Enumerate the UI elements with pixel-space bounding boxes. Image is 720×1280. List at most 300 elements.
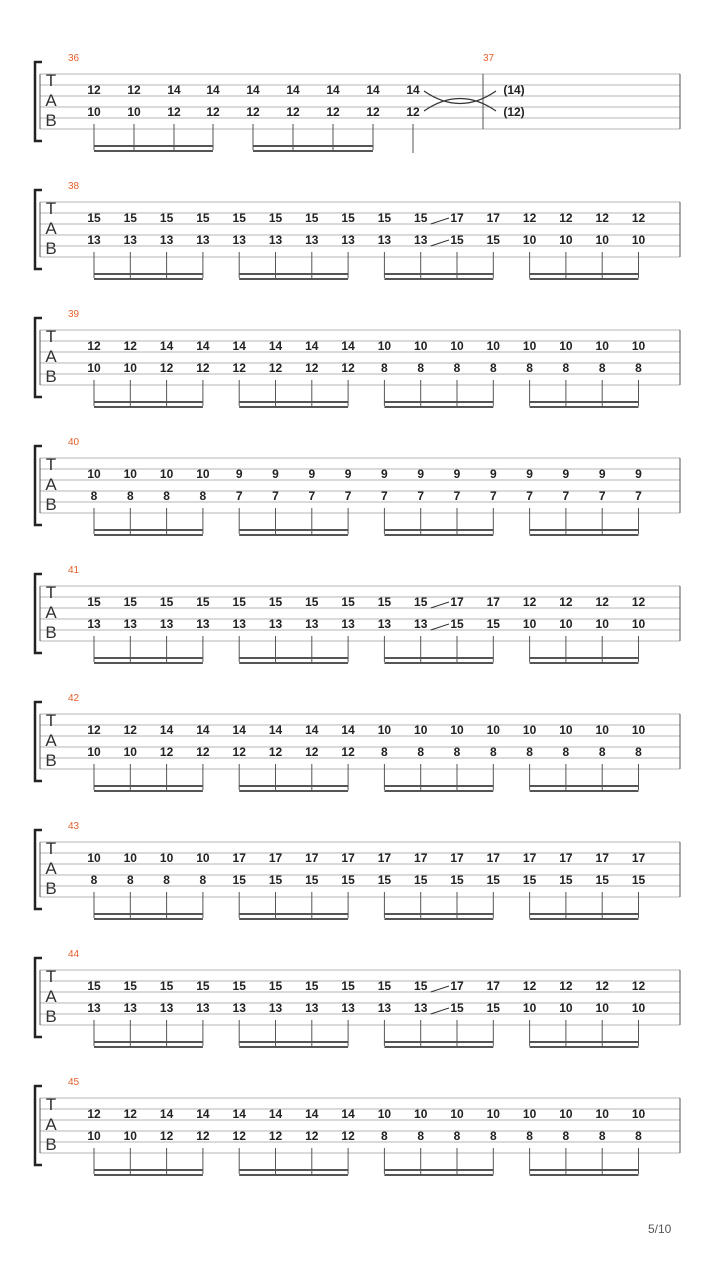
fret-number: 12 bbox=[196, 1129, 210, 1143]
fret-number: 17 bbox=[631, 851, 646, 865]
measure-number: 44 bbox=[68, 949, 80, 960]
fret-number: 15 bbox=[341, 873, 355, 887]
fret-number: 12 bbox=[232, 1129, 246, 1143]
fret-number: 14 bbox=[326, 83, 340, 97]
fret-number: 12 bbox=[196, 745, 210, 759]
fret-number: 15 bbox=[196, 595, 210, 609]
fret-number: 13 bbox=[123, 233, 137, 247]
fret-number: 12 bbox=[196, 361, 210, 375]
fret-number: 17 bbox=[232, 851, 246, 865]
fret-number: 12 bbox=[159, 1129, 174, 1143]
tab-clef-letter: A bbox=[45, 475, 57, 494]
fret-number: 8 bbox=[562, 745, 570, 759]
fret-number: 7 bbox=[453, 489, 461, 503]
fret-number: 8 bbox=[635, 1129, 642, 1143]
fret-number: 10 bbox=[414, 723, 428, 737]
fret-number: 13 bbox=[377, 233, 392, 247]
fret-number: 10 bbox=[559, 233, 573, 247]
tab-system bbox=[35, 1077, 680, 1175]
tab-system bbox=[35, 309, 680, 407]
fret-number: 15 bbox=[559, 873, 573, 887]
fret-number: 12 bbox=[522, 595, 537, 609]
fret-number: 17 bbox=[341, 851, 355, 865]
fret-number: 15 bbox=[87, 979, 101, 993]
tab-clef-letter: A bbox=[45, 91, 57, 110]
fret-number: 14 bbox=[268, 339, 283, 353]
tab-clef-letter: A bbox=[45, 987, 57, 1006]
fret-number: 14 bbox=[159, 1107, 174, 1121]
fret-number: 15 bbox=[486, 873, 500, 887]
fret-number: 13 bbox=[414, 1001, 428, 1015]
fret-number: 7 bbox=[344, 489, 352, 503]
fret-number: 15 bbox=[305, 211, 319, 225]
fret-number: 15 bbox=[268, 979, 283, 993]
fret-number: 10 bbox=[631, 617, 646, 631]
fret-number: 10 bbox=[377, 1107, 392, 1121]
fret-number: 12 bbox=[268, 745, 283, 759]
fret-number: 15 bbox=[305, 979, 319, 993]
fret-number: 15 bbox=[159, 211, 174, 225]
tab-clef-letter: T bbox=[45, 327, 57, 346]
fret-number: 15 bbox=[87, 595, 101, 609]
fret-number: 10 bbox=[123, 1129, 137, 1143]
fret-number: 17 bbox=[450, 851, 464, 865]
fret-number: 14 bbox=[305, 1107, 319, 1121]
fret-number: 10 bbox=[559, 1107, 573, 1121]
fret-number: 15 bbox=[486, 1001, 500, 1015]
fret-number: 10 bbox=[123, 467, 137, 481]
fret-number: 10 bbox=[377, 339, 392, 353]
tab-clef-letter: B bbox=[45, 367, 57, 386]
fret-number: 12 bbox=[631, 979, 646, 993]
fret-number: 12 bbox=[595, 979, 609, 993]
slide-line bbox=[431, 602, 449, 608]
fret-number: 7 bbox=[526, 489, 533, 503]
measure-number: 40 bbox=[68, 437, 80, 448]
fret-number: 14 bbox=[246, 83, 260, 97]
fret-number: 13 bbox=[377, 1001, 392, 1015]
fret-number: 15 bbox=[414, 979, 428, 993]
fret-number: 12 bbox=[559, 595, 573, 609]
tab-clef-letter: T bbox=[45, 711, 57, 730]
fret-number: 10 bbox=[159, 851, 174, 865]
fret-number: 15 bbox=[486, 233, 500, 247]
fret-number: 14 bbox=[286, 83, 300, 97]
fret-number: 12 bbox=[206, 105, 220, 119]
fret-number: 12 bbox=[87, 339, 101, 353]
fret-number: 15 bbox=[414, 873, 428, 887]
fret-number: 10 bbox=[522, 617, 537, 631]
fret-number: 13 bbox=[232, 1001, 246, 1015]
fret-number: 15 bbox=[450, 873, 464, 887]
fret-number: 12 bbox=[167, 105, 181, 119]
fret-number: 12 bbox=[123, 339, 137, 353]
fret-number: 10 bbox=[127, 105, 141, 119]
fret-number: 8 bbox=[562, 361, 570, 375]
fret-number: 14 bbox=[341, 723, 355, 737]
fret-number: 14 bbox=[305, 723, 319, 737]
tab-system bbox=[35, 949, 680, 1047]
fret-number: 13 bbox=[305, 1001, 319, 1015]
fret-number: 13 bbox=[341, 233, 355, 247]
fret-number: 12 bbox=[232, 361, 246, 375]
fret-number: 14 bbox=[366, 83, 380, 97]
fret-number: 10 bbox=[87, 361, 101, 375]
fret-number: 8 bbox=[635, 361, 642, 375]
fret-number: 15 bbox=[268, 211, 283, 225]
fret-number: 15 bbox=[631, 873, 646, 887]
fret-number: 7 bbox=[381, 489, 388, 503]
fret-number: 14 bbox=[159, 339, 174, 353]
fret-number: 13 bbox=[87, 617, 101, 631]
fret-number: 13 bbox=[377, 617, 392, 631]
fret-number: 15 bbox=[341, 979, 355, 993]
tab-clef-letter: B bbox=[45, 239, 57, 258]
fret-number: 15 bbox=[123, 979, 137, 993]
fret-number: 12 bbox=[268, 1129, 283, 1143]
fret-number: 10 bbox=[522, 1107, 537, 1121]
fret-number: 15 bbox=[595, 873, 609, 887]
fret-number: 9 bbox=[308, 467, 316, 481]
fret-number: 13 bbox=[123, 617, 137, 631]
fret-number: 15 bbox=[268, 873, 283, 887]
fret-number: 8 bbox=[526, 745, 533, 759]
fret-number: 14 bbox=[159, 723, 174, 737]
fret-number: 14 bbox=[232, 723, 246, 737]
fret-number: 14 bbox=[406, 83, 420, 97]
fret-number: 13 bbox=[305, 233, 319, 247]
tab-clef-letter: A bbox=[45, 1115, 57, 1134]
page-number: 5/10 bbox=[648, 1222, 672, 1236]
tab-system bbox=[35, 437, 680, 535]
fret-number: 17 bbox=[486, 979, 500, 993]
fret-number: 15 bbox=[305, 595, 319, 609]
fret-number: 8 bbox=[417, 1129, 425, 1143]
fret-number: 17 bbox=[486, 211, 500, 225]
fret-number: 13 bbox=[268, 617, 283, 631]
measure-number: 42 bbox=[68, 693, 80, 704]
fret-number: 12 bbox=[286, 105, 300, 119]
fret-number: 13 bbox=[159, 233, 174, 247]
fret-number: 17 bbox=[414, 851, 428, 865]
fret-number: 10 bbox=[559, 1001, 573, 1015]
fret-number: 8 bbox=[90, 489, 98, 503]
tab-clef-letter: A bbox=[45, 603, 57, 622]
fret-number: 12 bbox=[595, 211, 609, 225]
fret-number: 8 bbox=[489, 1129, 497, 1143]
measure-number: 37 bbox=[483, 53, 495, 64]
fret-number: 8 bbox=[381, 1129, 388, 1143]
fret-number: 15 bbox=[123, 595, 137, 609]
fret-number: 10 bbox=[87, 467, 101, 481]
fret-number: 10 bbox=[486, 1107, 500, 1121]
fret-number: 9 bbox=[381, 467, 388, 481]
fret-number: 15 bbox=[341, 595, 355, 609]
fret-number: 12 bbox=[341, 361, 355, 375]
tab-clef-letter: T bbox=[45, 839, 57, 858]
fret-number: 10 bbox=[123, 851, 137, 865]
fret-number: 17 bbox=[450, 595, 464, 609]
fret-number: 15 bbox=[377, 873, 392, 887]
fret-number: 10 bbox=[631, 1107, 646, 1121]
fret-number: 8 bbox=[163, 489, 170, 503]
tab-clef-letter: B bbox=[45, 111, 57, 130]
fret-number: 13 bbox=[232, 233, 246, 247]
measure-number: 45 bbox=[68, 1077, 80, 1088]
tab-clef-letter: T bbox=[45, 199, 57, 218]
fret-number: 15 bbox=[486, 617, 500, 631]
fret-number: 7 bbox=[489, 489, 497, 503]
fret-number: 7 bbox=[417, 489, 425, 503]
fret-number: 9 bbox=[272, 467, 279, 481]
fret-number: 9 bbox=[635, 467, 642, 481]
tab-clef-letter: T bbox=[45, 455, 57, 474]
fret-number: 7 bbox=[562, 489, 570, 503]
fret-number: 15 bbox=[232, 211, 246, 225]
fret-number: 13 bbox=[159, 1001, 174, 1015]
fret-number: 7 bbox=[235, 489, 243, 503]
fret-number: 12 bbox=[123, 1107, 137, 1121]
fret-number: 12 bbox=[406, 105, 420, 119]
tab-clef-letter: B bbox=[45, 1007, 57, 1026]
fret-number: 13 bbox=[196, 1001, 210, 1015]
fret-number: 8 bbox=[453, 1129, 461, 1143]
fret-number: 8 bbox=[126, 489, 134, 503]
fret-number: 12 bbox=[522, 979, 537, 993]
fret-number: 12 bbox=[305, 361, 319, 375]
fret-number: 15 bbox=[522, 873, 537, 887]
fret-number: 10 bbox=[486, 723, 500, 737]
fret-number: 13 bbox=[196, 233, 210, 247]
tab-clef-letter: B bbox=[45, 751, 57, 770]
fret-number: 10 bbox=[450, 339, 464, 353]
fret-number: 8 bbox=[381, 745, 388, 759]
fret-number: 15 bbox=[450, 617, 464, 631]
fret-number: 8 bbox=[526, 361, 533, 375]
fret-number: 7 bbox=[272, 489, 279, 503]
measure-number: 41 bbox=[68, 565, 80, 576]
fret-number: 8 bbox=[598, 745, 606, 759]
fret-number: 8 bbox=[453, 361, 461, 375]
fret-number: 10 bbox=[87, 1129, 101, 1143]
fret-number: (14) bbox=[503, 83, 525, 97]
fret-number: 10 bbox=[450, 1107, 464, 1121]
fret-number: 8 bbox=[199, 489, 207, 503]
fret-number: 12 bbox=[268, 361, 283, 375]
fret-number: 13 bbox=[414, 233, 428, 247]
fret-number: 10 bbox=[196, 851, 210, 865]
tab-clef-letter: B bbox=[45, 623, 57, 642]
fret-number: 17 bbox=[559, 851, 573, 865]
fret-number: 15 bbox=[196, 211, 210, 225]
tab-clef-letter: B bbox=[45, 879, 57, 898]
fret-number: 9 bbox=[526, 467, 533, 481]
fret-number: 14 bbox=[196, 1107, 210, 1121]
tab-clef-letter: B bbox=[45, 1135, 57, 1154]
fret-number: 13 bbox=[87, 1001, 101, 1015]
fret-number: 15 bbox=[377, 211, 392, 225]
fret-number: 12 bbox=[232, 745, 246, 759]
fret-number: 10 bbox=[595, 617, 609, 631]
fret-number: 14 bbox=[305, 339, 319, 353]
fret-number: 8 bbox=[598, 361, 606, 375]
fret-number: 8 bbox=[489, 745, 497, 759]
fret-number: 15 bbox=[450, 1001, 464, 1015]
tab-clef-letter: T bbox=[45, 583, 57, 602]
fret-number: 8 bbox=[562, 1129, 570, 1143]
tab-system bbox=[35, 181, 680, 279]
fret-number: 15 bbox=[450, 233, 464, 247]
fret-number: 13 bbox=[268, 1001, 283, 1015]
fret-number: 12 bbox=[127, 83, 141, 97]
fret-number: 14 bbox=[268, 1107, 283, 1121]
fret-number: 10 bbox=[559, 617, 573, 631]
fret-number: 10 bbox=[595, 233, 609, 247]
fret-number: 14 bbox=[341, 339, 355, 353]
fret-number: 13 bbox=[159, 617, 174, 631]
fret-number: 14 bbox=[268, 723, 283, 737]
measure-number: 39 bbox=[68, 309, 80, 320]
fret-number: 15 bbox=[232, 979, 246, 993]
fret-number: 15 bbox=[159, 595, 174, 609]
fret-number: 12 bbox=[159, 361, 174, 375]
fret-number: 7 bbox=[598, 489, 606, 503]
fret-number: 14 bbox=[232, 339, 246, 353]
tab-system bbox=[35, 821, 680, 919]
fret-number: 10 bbox=[631, 233, 646, 247]
fret-number: 15 bbox=[305, 873, 319, 887]
tab-clef-letter: T bbox=[45, 967, 57, 986]
fret-number: 9 bbox=[235, 467, 243, 481]
fret-number: 10 bbox=[631, 339, 646, 353]
fret-number: 13 bbox=[341, 1001, 355, 1015]
fret-number: 10 bbox=[123, 745, 137, 759]
fret-number: 10 bbox=[414, 1107, 428, 1121]
fret-number: 8 bbox=[417, 745, 425, 759]
fret-number: 13 bbox=[87, 233, 101, 247]
fret-number: 10 bbox=[87, 851, 101, 865]
fret-number: 8 bbox=[417, 361, 425, 375]
fret-number: 10 bbox=[87, 105, 101, 119]
fret-number: 12 bbox=[595, 595, 609, 609]
fret-number: 14 bbox=[341, 1107, 355, 1121]
fret-number: 10 bbox=[559, 723, 573, 737]
fret-number: 15 bbox=[159, 979, 174, 993]
tab-clef-letter: T bbox=[45, 71, 57, 90]
fret-number: 17 bbox=[450, 211, 464, 225]
fret-number: 12 bbox=[87, 1107, 101, 1121]
tab-clef-letter: B bbox=[45, 495, 57, 514]
fret-number: 10 bbox=[631, 1001, 646, 1015]
fret-number: 12 bbox=[246, 105, 260, 119]
fret-number: 12 bbox=[305, 745, 319, 759]
fret-number: 14 bbox=[232, 1107, 246, 1121]
fret-number: 17 bbox=[522, 851, 537, 865]
fret-number: 9 bbox=[562, 467, 570, 481]
fret-number: 10 bbox=[522, 1001, 537, 1015]
tab-clef-letter: A bbox=[45, 347, 57, 366]
fret-number: 12 bbox=[159, 745, 174, 759]
fret-number: 10 bbox=[123, 361, 137, 375]
fret-number: 10 bbox=[377, 723, 392, 737]
tab-system bbox=[35, 565, 680, 663]
fret-number: 10 bbox=[159, 467, 174, 481]
fret-number: 8 bbox=[526, 1129, 533, 1143]
fret-number: 8 bbox=[199, 873, 207, 887]
fret-number: 12 bbox=[87, 723, 101, 737]
tie-arc bbox=[424, 99, 496, 112]
fret-number: 13 bbox=[305, 617, 319, 631]
slide-line bbox=[431, 986, 449, 992]
fret-number: 15 bbox=[414, 595, 428, 609]
fret-number: 13 bbox=[341, 617, 355, 631]
fret-number: 12 bbox=[631, 595, 646, 609]
slide-line bbox=[431, 624, 449, 630]
fret-number: 12 bbox=[341, 1129, 355, 1143]
fret-number: 12 bbox=[87, 83, 101, 97]
fret-number: 13 bbox=[123, 1001, 137, 1015]
measure-number: 38 bbox=[68, 181, 80, 192]
tab-clef-letter: T bbox=[45, 1095, 57, 1114]
fret-number: 10 bbox=[631, 723, 646, 737]
tab-clef-letter: A bbox=[45, 731, 57, 750]
fret-number: 13 bbox=[196, 617, 210, 631]
fret-number: 12 bbox=[366, 105, 380, 119]
fret-number: 17 bbox=[595, 851, 609, 865]
fret-number: 8 bbox=[90, 873, 98, 887]
fret-number: 10 bbox=[87, 745, 101, 759]
fret-number: 10 bbox=[450, 723, 464, 737]
fret-number: 15 bbox=[341, 211, 355, 225]
fret-number: 9 bbox=[489, 467, 497, 481]
fret-number: 15 bbox=[377, 979, 392, 993]
fret-number: 12 bbox=[559, 211, 573, 225]
fret-number: 10 bbox=[595, 339, 609, 353]
fret-number: 17 bbox=[268, 851, 283, 865]
measure-number: 43 bbox=[68, 821, 80, 832]
fret-number: 17 bbox=[450, 979, 464, 993]
fret-number: 10 bbox=[414, 339, 428, 353]
fret-number: 10 bbox=[522, 339, 537, 353]
fret-number: 15 bbox=[377, 595, 392, 609]
fret-number: 10 bbox=[522, 723, 537, 737]
slide-line bbox=[431, 1008, 449, 1014]
tie-arc bbox=[424, 91, 496, 104]
fret-number: 7 bbox=[635, 489, 642, 503]
fret-number: 13 bbox=[414, 617, 428, 631]
tab-clef-letter: A bbox=[45, 219, 57, 238]
fret-number: 15 bbox=[232, 873, 246, 887]
fret-number: 9 bbox=[344, 467, 352, 481]
fret-number: 12 bbox=[326, 105, 340, 119]
fret-number: 8 bbox=[635, 745, 642, 759]
fret-number: 10 bbox=[595, 1001, 609, 1015]
slide-line bbox=[431, 218, 449, 224]
tab-clef-letter: A bbox=[45, 859, 57, 878]
fret-number: 12 bbox=[522, 211, 537, 225]
tab-system bbox=[35, 693, 680, 791]
fret-number: 15 bbox=[123, 211, 137, 225]
fret-number: 10 bbox=[595, 723, 609, 737]
fret-number: 14 bbox=[167, 83, 181, 97]
fret-number: 10 bbox=[196, 467, 210, 481]
fret-number: 17 bbox=[486, 595, 500, 609]
fret-number: 12 bbox=[559, 979, 573, 993]
fret-number: 8 bbox=[453, 745, 461, 759]
fret-number: 7 bbox=[308, 489, 316, 503]
fret-number: 10 bbox=[522, 233, 537, 247]
fret-number: 12 bbox=[305, 1129, 319, 1143]
